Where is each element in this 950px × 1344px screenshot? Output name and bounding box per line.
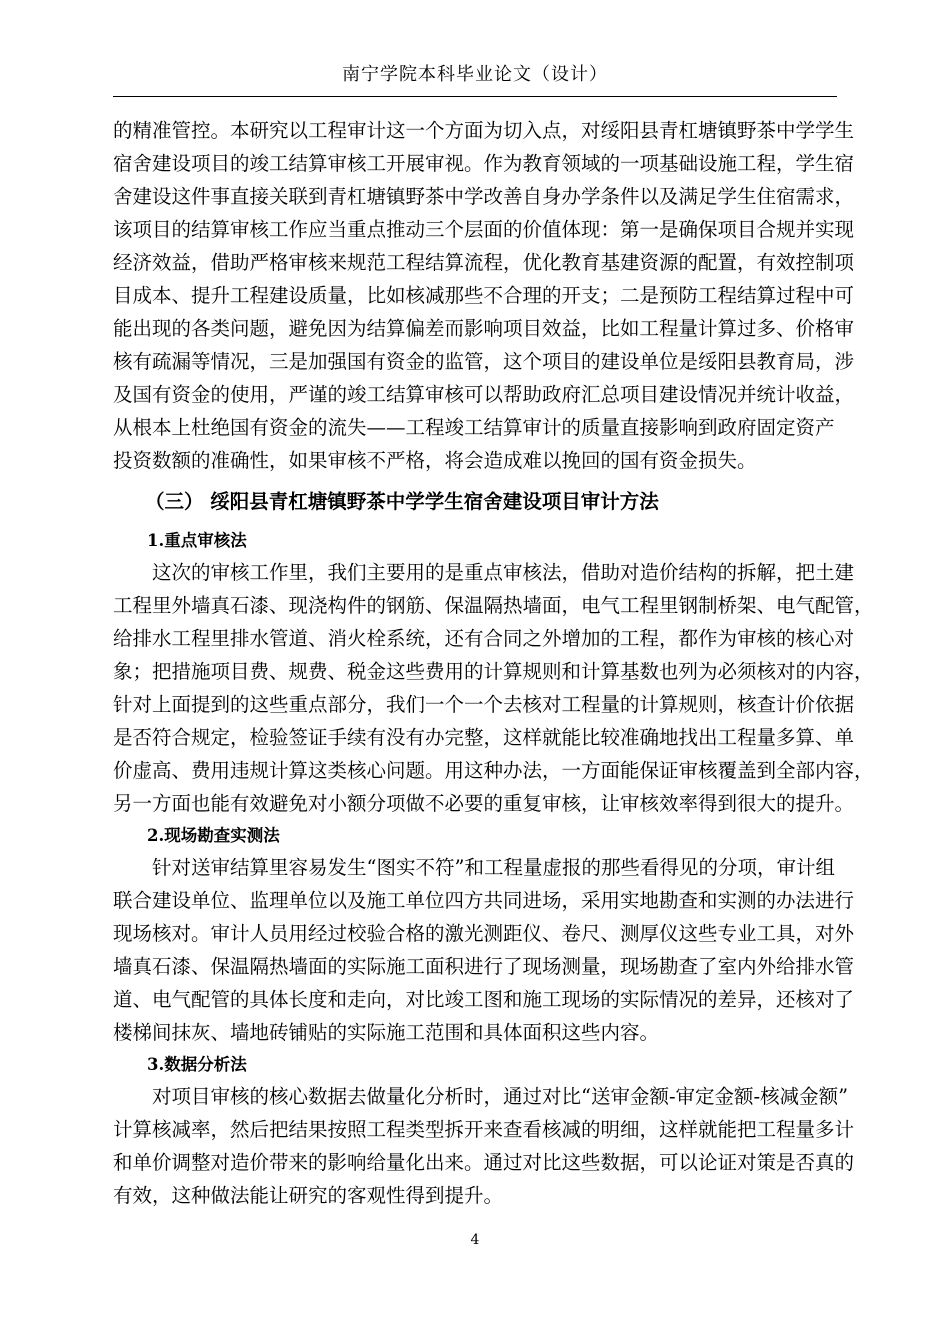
- text-line: 及国有资金的使用，严谨的竣工结算审核可以帮助政府汇总项目建设情况并统计收益，: [113, 383, 855, 406]
- text-line: 墙真石漆、保温隔热墙面的实际施工面积进行了现场测量，现场勘查了室内外给排水管: [113, 955, 855, 978]
- text-line: 目成本、提升工程建设质量，比如核减那些不合理的开支；二是预防工程结算过程中可: [113, 284, 855, 307]
- method3-heading: 3.数据分析法: [147, 1055, 247, 1074]
- header-divider: [113, 96, 837, 97]
- text-line: 针对送审结算里容易发生“图实不符”和工程量虚报的那些看得见的分项，审计组: [152, 856, 835, 879]
- text-line: 有效，这种做法能让研究的客观性得到提升。: [113, 1184, 504, 1207]
- text-line: 能出现的各类问题，避免因为结算偏差而影响项目效益，比如工程量计算过多、价格审: [113, 317, 855, 340]
- text-line: 的精准管控。本研究以工程审计这一个方面为切入点，对绥阳县青杠塘镇野茶中学学生: [113, 119, 855, 142]
- page-number: 4: [470, 1232, 480, 1248]
- intro-paragraph: [113, 114, 855, 477]
- page-body: [113, 114, 874, 1212]
- text-line: 价虚高、费用违规计算这类核心问题。用这种办法，一方面能保证审核覆盖到全部内容，: [113, 759, 874, 782]
- section-heading: （三） 绥阳县青杠塘镇野茶中学学生宿舍建设项目审计方法: [145, 490, 659, 513]
- text-line: 对项目审核的核心数据去做量化分析时，通过对比“送审金额-审定金额-核减金额”: [152, 1085, 849, 1108]
- text-line: 另一方面也能有效避免对小额分项做不必要的重复审核，让审核效率得到很大的提升。: [113, 792, 855, 815]
- text-line: 核有疏漏等情况，三是加强国有资金的监管，这个项目的建设单位是绥阳县教育局，涉: [113, 350, 855, 373]
- text-line: 工程里外墙真石漆、现浇构件的钢筋、保温隔热墙面，电气工程里钢制桥架、电气配管，: [113, 594, 874, 617]
- text-line: 该项目的结算审核工作应当重点推动三个层面的价值体现：第一是确保项目合规并实现: [113, 218, 855, 241]
- text-line: 针对上面提到的这些重点部分，我们一个一个去核对工程量的计算规则，核查计价依据: [113, 693, 855, 716]
- text-line: 联合建设单位、监理单位以及施工单位四方共同进场，采用实地勘查和实测的办法进行: [113, 889, 855, 912]
- text-line: 是否符合规定，检验签证手续有没有办完整，这样就能比较准确地找出工程量多算、单: [113, 726, 855, 749]
- text-line: 经济效益，借助严格审核来规范工程结算流程，优化教育基建资源的配置，有效控制项: [113, 251, 855, 274]
- method2-paragraph: [113, 851, 855, 1049]
- text-line: 现场核对。审计人员用经过校验合格的激光测距仪、卷尺、测厚仪这些专业工具，对外: [113, 922, 855, 945]
- text-line: 和单价调整对造价带来的影响给量化出来。通过对比这些数据，可以论证对策是否真的: [113, 1151, 855, 1174]
- method2-heading: 2.现场勘查实测法: [147, 826, 280, 845]
- text-line: 这次的审核工作里，我们主要用的是重点审核法，借助对造价结构的拆解，把土建: [152, 561, 855, 584]
- text-line: 舍建设这件事直接关联到青杠塘镇野茶中学改善自身办学条件以及满足学生住宿需求，: [113, 185, 855, 208]
- text-line: 象；把措施项目费、规费、税金这些费用的计算规则和计算基数也列为必须核对的内容，: [113, 660, 874, 683]
- text-line: 宿舍建设项目的竣工结算审核工开展审视。作为教育领域的一项基础设施工程，学生宿: [113, 152, 855, 175]
- method3-paragraph: [113, 1080, 855, 1212]
- text-line: 从根本上杜绝国有资金的流失——工程竣工结算审计的质量直接影响到政府固定资产: [113, 416, 835, 439]
- method1-paragraph: [113, 556, 874, 820]
- text-line: 投资数额的准确性，如果审核不严格，将会造成难以挽回的国有资金损失。: [113, 449, 757, 472]
- text-line: 计算核减率，然后把结果按照工程类型拆开来查看核减的明细，这样就能把工程量多计: [113, 1118, 855, 1141]
- text-line: 给排水工程里排水管道、消火栓系统，还有合同之外增加的工程，都作为审核的核心对: [113, 627, 855, 650]
- page-header: 南宁学院本科毕业论文（设计）: [342, 64, 608, 85]
- method1-heading: 1.重点审核法: [147, 531, 247, 550]
- text-line: 道、电气配管的具体长度和走向，对比竣工图和施工现场的实际情况的差异，还核对了: [113, 988, 855, 1011]
- text-line: 楼梯间抹灰、墙地砖铺贴的实际施工范围和具体面积这些内容。: [113, 1021, 660, 1044]
